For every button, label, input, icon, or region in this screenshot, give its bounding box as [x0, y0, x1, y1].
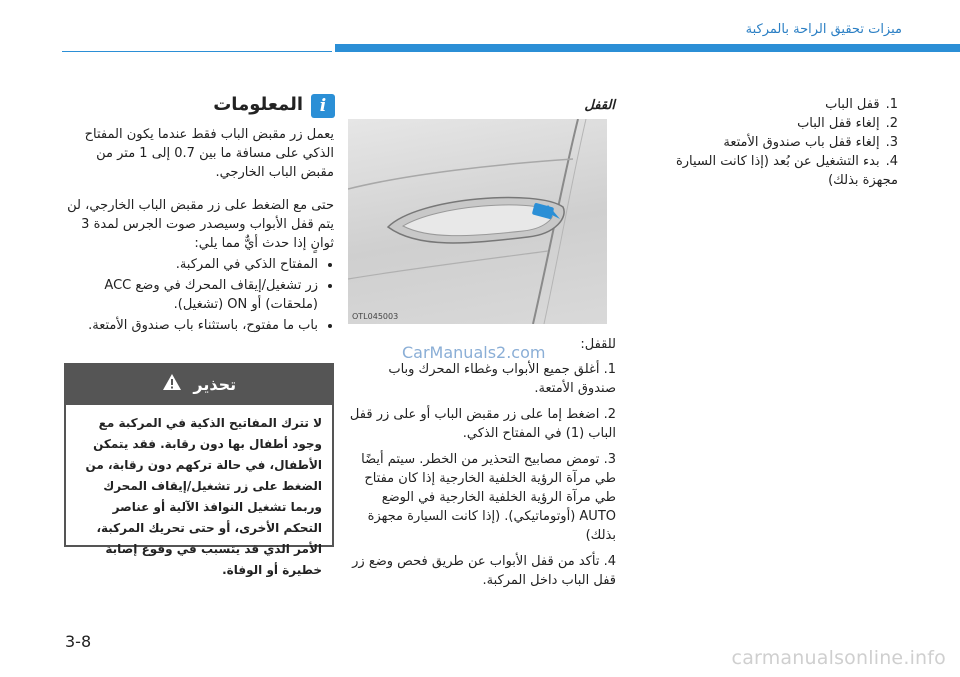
info-icon: i — [311, 94, 335, 118]
info-paragraph: يعمل زر مقبض الباب فقط عندما يكون المفتاح الذكي على مسافة ما بين 0.7 إلى 1 متر من مقبض الباب الخارجي. — [84, 127, 334, 180]
intro-text: للقفل: — [580, 337, 616, 352]
footer-site-logo: carmanualsonline.info — [731, 647, 946, 669]
list-item: 2.إلغاء قفل الباب — [797, 116, 898, 131]
door-handle-drawing — [348, 119, 607, 324]
info-bullet: • المفتاح الذكي في المركبة. — [64, 255, 318, 274]
image-code: OTL045003 — [352, 312, 399, 321]
header-rule-thin — [62, 51, 332, 52]
watermark: CarManuals2.com — [402, 343, 546, 362]
warning-triangle-icon — [162, 366, 182, 406]
warning-text: لا تترك المفاتيح الذكية في المركبة مع وجود أطفال بها دون رقابة. فقد يتمكن الأطفال، في حالة تركهم دون رقابة، من الضغط على زر تشغيل/إيقاف المحرك وربما تشغيل النوافذ الآلية أو عناصر التحكم الأخرى، أو حتى تحريك المركبة، الأمر الذي قد يتسبب في وقوع إصابة خطيرة أو الوفاة. — [85, 416, 322, 577]
list-item: 3. تومض مصابيح التحذير من الخطر. سيتم أيضًا طي مرآة الرؤية الخلفية الخارجية إذا كان مفتاح طي مرآة الرؤية الخلفية الخارجية في الوضع AUTO (أوتوماتيكي). (إذا كانت السيارة مجهزة بذلك) — [361, 452, 616, 543]
list-item: 4.بدء التشغيل عن بُعد (إذا كانت السيارة مجهزة بذلك) — [675, 154, 898, 188]
info-header — [195, 94, 335, 118]
info-bullet: • زر تشغيل/إيقاف المحرك في وضع ACC (ملحقات) أو ON (تشغيل). — [64, 276, 318, 314]
list-item: 2. اضغط إما على زر مقبض الباب أو على زر قفل الباب (1) في المفتاح الذكي. — [349, 407, 616, 441]
section-header-title: ميزات تحقيق الراحة بالمركبة — [745, 22, 902, 37]
door-handle-illustration — [348, 119, 607, 324]
list-item: 1.قفل الباب — [825, 97, 898, 112]
warning-title: تحذير — [193, 375, 237, 394]
info-bullet: • باب ما مفتوح، باستثناء باب صندوق الأمتعة. — [64, 316, 318, 335]
list-item: 4. تأكد من قفل الأبواب عن طريق فحص وضع زر قفل الباب داخل المركبة. — [352, 554, 616, 588]
locking-instructions — [348, 335, 616, 597]
page-number: 3-8 — [65, 632, 92, 651]
header-rule — [335, 44, 960, 52]
info-paragraph: حتى مع الضغط على زر مقبض الباب الخارجي، لن يتم قفل الأبواب وسيصدر صوت الجرس لمدة 3 ثوانٍ إذا حدث أيٌّ مما يلي: — [67, 198, 334, 251]
section-title-locking: القفل — [584, 98, 615, 113]
list-item: 3.إلغاء قفل باب صندوق الأمتعة — [723, 135, 898, 150]
info-title: المعلومات — [213, 94, 303, 115]
list-item: 1. أغلق جميع الأبواب وغطاء المحرك وباب صندوق الأمتعة. — [388, 362, 616, 396]
button-legend-list — [653, 95, 898, 190]
warning-header — [66, 365, 332, 405]
info-content — [64, 125, 334, 337]
warning-box — [64, 363, 334, 577]
